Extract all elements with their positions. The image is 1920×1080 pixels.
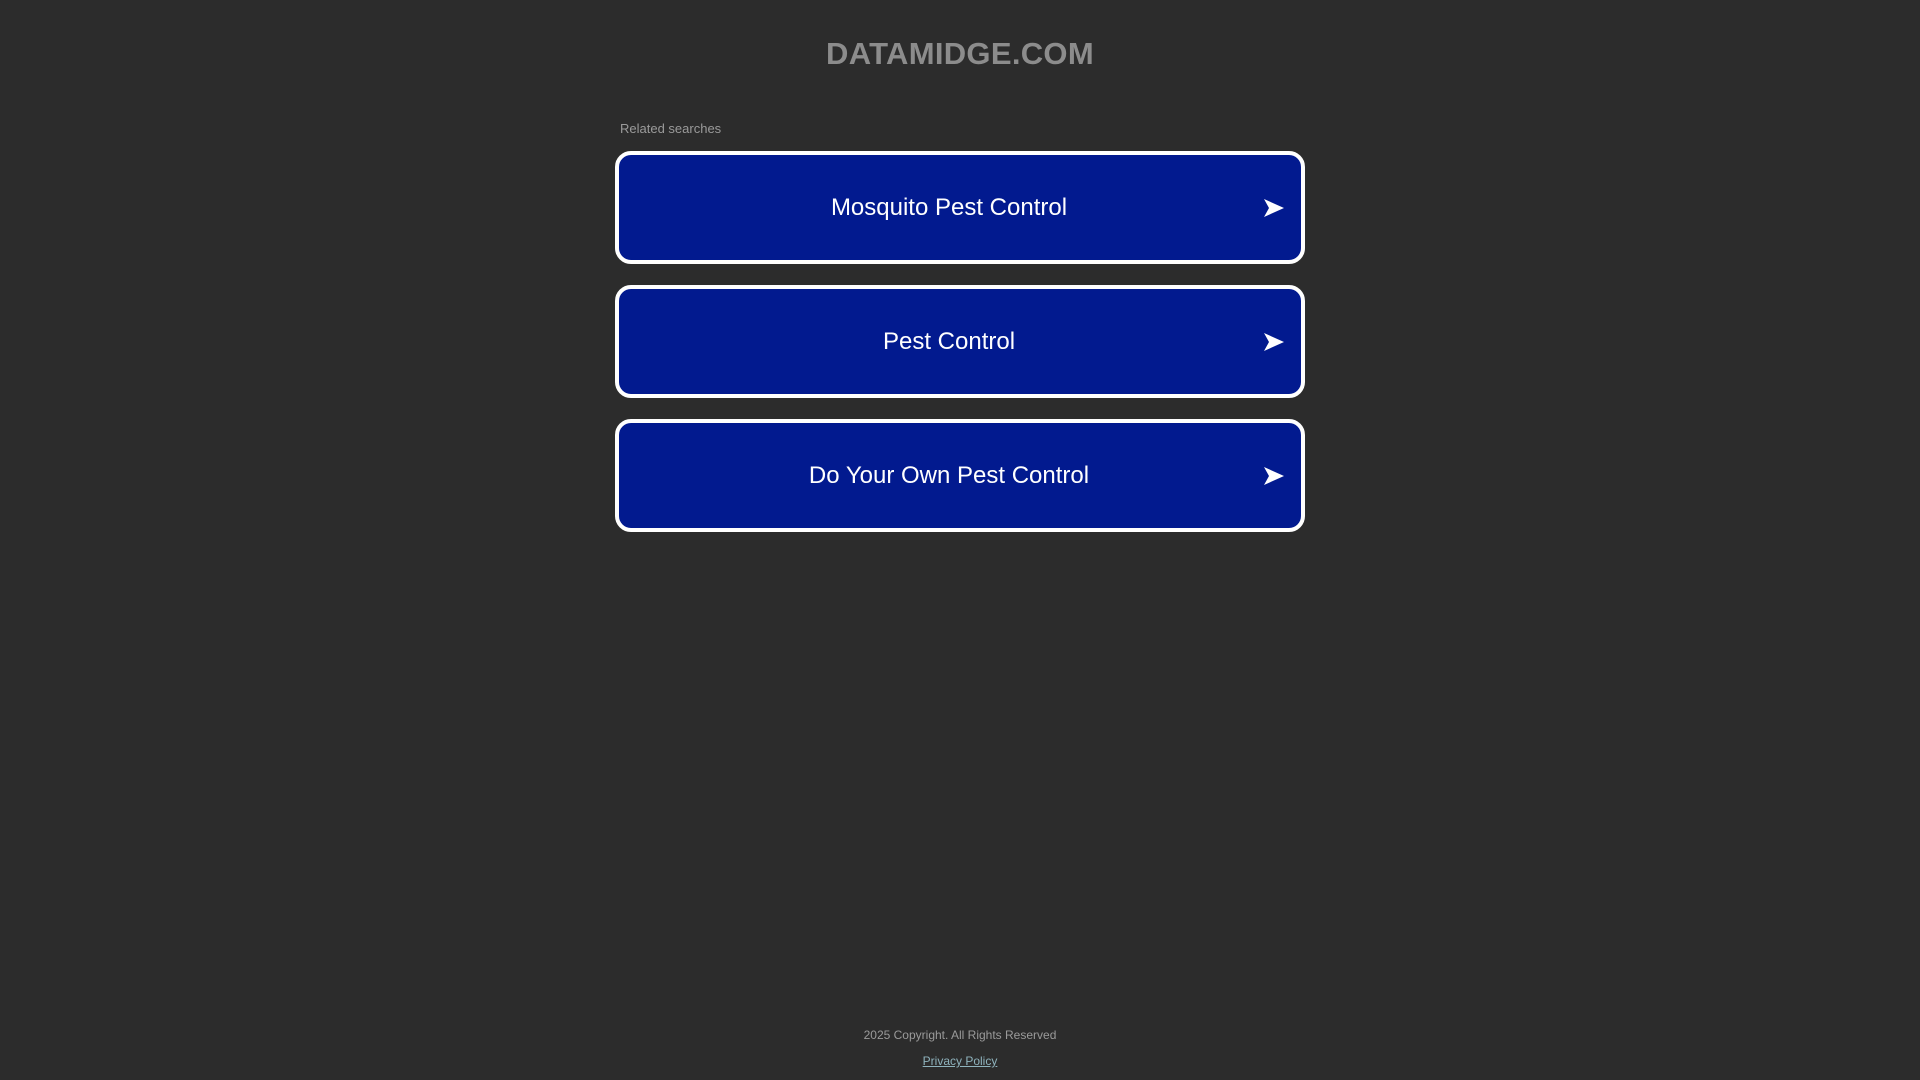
arrow-right-icon (1263, 198, 1285, 218)
site-title: DATAMIDGE.COM (826, 36, 1094, 71)
related-searches-label: Related searches (620, 121, 722, 136)
related-search-do-your-own-pest-control[interactable] (615, 419, 1305, 532)
related-search-label: Do Your Own Pest Control (808, 461, 1090, 489)
arrow-right-icon (1263, 332, 1285, 352)
related-search-pest-control[interactable] (615, 285, 1305, 398)
related-search-mosquito-pest-control[interactable] (615, 151, 1305, 264)
related-search-list (615, 151, 1305, 553)
copyright-text: 2025 Copyright. All Rights Reserved (863, 1028, 1057, 1042)
arrow-right-icon (1263, 466, 1285, 486)
related-search-label: Pest Control (882, 327, 1016, 355)
related-search-label: Mosquito Pest Control (830, 193, 1068, 221)
privacy-policy-link[interactable]: Privacy Policy (922, 1054, 998, 1068)
privacy-policy-container (0, 1054, 1920, 1068)
